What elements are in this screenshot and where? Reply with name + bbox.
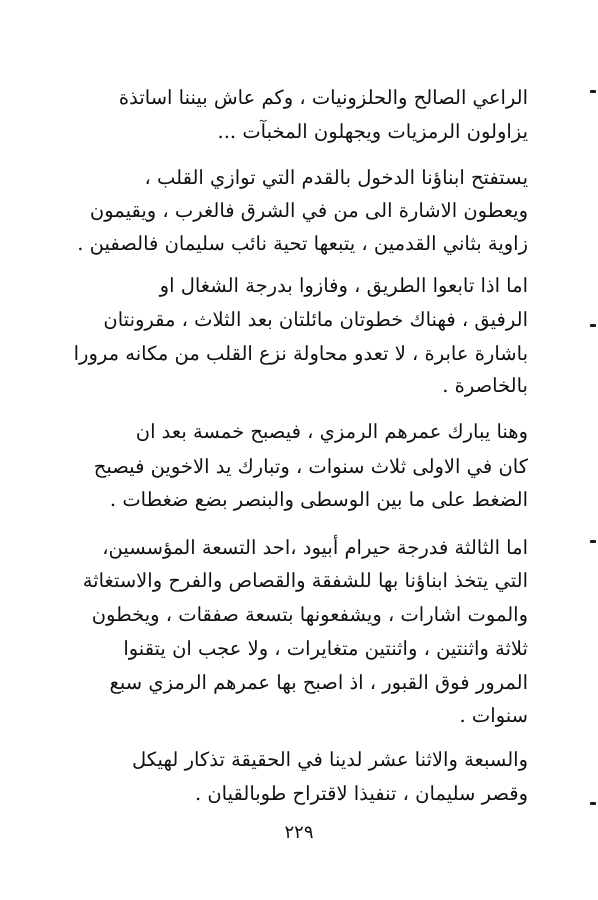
text-line: يزاولون الرمزيات ويجهلون المخبآت ...: [217, 120, 528, 143]
text-line: ويعطون الاشارة الى من في الشرق فالغرب ، ويقيمون: [89, 199, 528, 222]
text-line: اما الثالثة فدرجة حيرام أبيود ،احد التسعة المؤسسين،: [102, 536, 528, 559]
text-line: باشارة عابرة ، لا تعدو محاولة نزع القلب من مكانه مرورا: [73, 342, 528, 365]
page-number: ٢٢٩: [284, 822, 314, 843]
body-text: [62, 0, 528, 820]
scan-mark: [590, 324, 596, 327]
text-line: المرور فوق القبور ، اذ اصبح بها عمرهم الرمزي سبع: [109, 671, 528, 694]
text-line: سنوات .: [459, 704, 528, 727]
text-line: ثلاثة واثنتين ، واثنتين متغايرات ، ولا عجب ان يتقنوا: [123, 637, 528, 660]
scan-mark: [590, 540, 596, 543]
text-line: وقصر سليمان ، تنفيذا لاقتراح طوبالقيان .: [194, 782, 528, 805]
text-line: زاوية بثاني القدمين ، يتبعها تحية نائب سليمان فالصفين .: [77, 232, 528, 255]
text-line: يستفتح ابناؤنا الدخول بالقدم التي توازي القلب ،: [144, 166, 528, 189]
text-line: اما اذا تابعوا الطريق ، وفازوا بدرجة الشغال او: [159, 274, 528, 297]
scan-mark: [590, 802, 596, 805]
text-line: كان في الاولى ثلاث سنوات ، وتبارك يد الاخوين فيصبح: [93, 455, 528, 478]
text-line: الراعي الصالح والحلزونيات ، وكم عاش بيننا اساتذة: [118, 86, 528, 109]
text-line: بالخاصرة .: [442, 374, 528, 397]
text-line: والموت اشارات ، ويشفعونها بتسعة صفقات ، ويخطون: [91, 603, 528, 626]
text-line: والسبعة والاثنا عشر لدينا في الحقيقة تذكار لهيكل: [132, 748, 528, 771]
text-line: التي يتخذ ابناؤنا بها للشفقة والقصاص والفرح والاستغاثة: [82, 569, 528, 592]
scan-mark: [590, 90, 596, 93]
text-line: وهنا يبارك عمرهم الرمزي ، فيصبح خمسة بعد ان: [135, 420, 528, 443]
text-line: الرفيق ، فهناك خطوتان مائلتان بعد الثلاث ، مقرونتان: [103, 308, 528, 331]
text-line: الضغط على ما بين الوسطى والبنصر بضع ضغطات .: [109, 488, 528, 511]
